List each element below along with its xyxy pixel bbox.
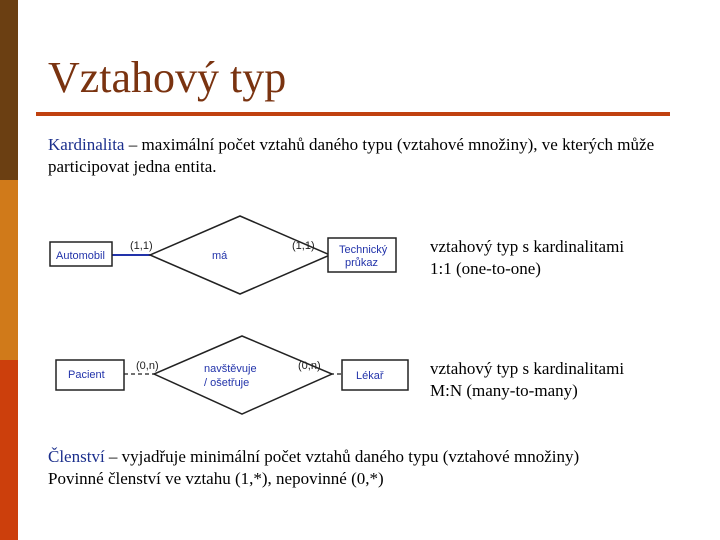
- sidebar-block-middle: [0, 180, 18, 360]
- er-diagram-one-to-one: [46, 208, 414, 300]
- relationship-label-line2: / ošetřuje: [204, 377, 250, 389]
- diagram-one-caption: [430, 236, 710, 280]
- entity-label-right: Lékař: [356, 370, 384, 382]
- cardinality-label-right: (1,1): [292, 240, 315, 252]
- relationship-diamond: [150, 216, 330, 294]
- entity-label-left: Pacient: [68, 369, 105, 381]
- cardinality-label-left: (1,1): [130, 240, 153, 252]
- cardinality-label-left: (0,n): [136, 360, 159, 372]
- entity-label-right-line2: průkaz: [345, 257, 379, 269]
- slide-title: Vztahový typ: [48, 53, 287, 102]
- relationship-diamond: [154, 336, 332, 414]
- er-diagram-many-to-many-svg: [46, 330, 414, 422]
- er-diagram-one-to-one-svg: [46, 208, 414, 300]
- relationship-label-line1: navštěvuje: [204, 363, 257, 375]
- cardinality-label-right: (0,n): [298, 360, 321, 372]
- entity-label-left: Automobil: [56, 250, 105, 262]
- diagram-two-caption-line2: M:N (many-to-many): [430, 381, 578, 400]
- er-diagram-many-to-many: [46, 330, 414, 422]
- diagram-two-caption-line1: vztahový typ s kardinalitami: [430, 359, 625, 378]
- diagram-one-caption-line1: vztahový typ s kardinalitami: [430, 237, 625, 256]
- sidebar-block-top: [0, 0, 18, 180]
- title-underline: [36, 112, 670, 116]
- sidebar-accent: [0, 0, 18, 540]
- diagram-two-caption: [430, 358, 710, 402]
- cardinality-paragraph: [48, 134, 688, 178]
- membership-paragraph: [48, 446, 688, 490]
- relationship-label: má: [212, 250, 228, 262]
- sidebar-block-bottom: [0, 360, 18, 540]
- membership-definition: – vyjadřuje minimální počet vztahů daného typu (vztahové množiny): [104, 447, 580, 466]
- cardinality-definition: – maximální počet vztahů daného typu (vztahové množiny), ve kterých může participovat jedna entita.: [48, 135, 655, 176]
- cardinality-term: Kardinalita: [48, 135, 125, 154]
- membership-note: Povinné členství ve vztahu (1,*), nepovinné (0,*): [48, 469, 384, 488]
- membership-term: Členství: [48, 447, 105, 466]
- entity-label-right-line1: Technický: [339, 244, 388, 256]
- diagram-one-caption-line2: 1:1 (one-to-one): [430, 259, 541, 278]
